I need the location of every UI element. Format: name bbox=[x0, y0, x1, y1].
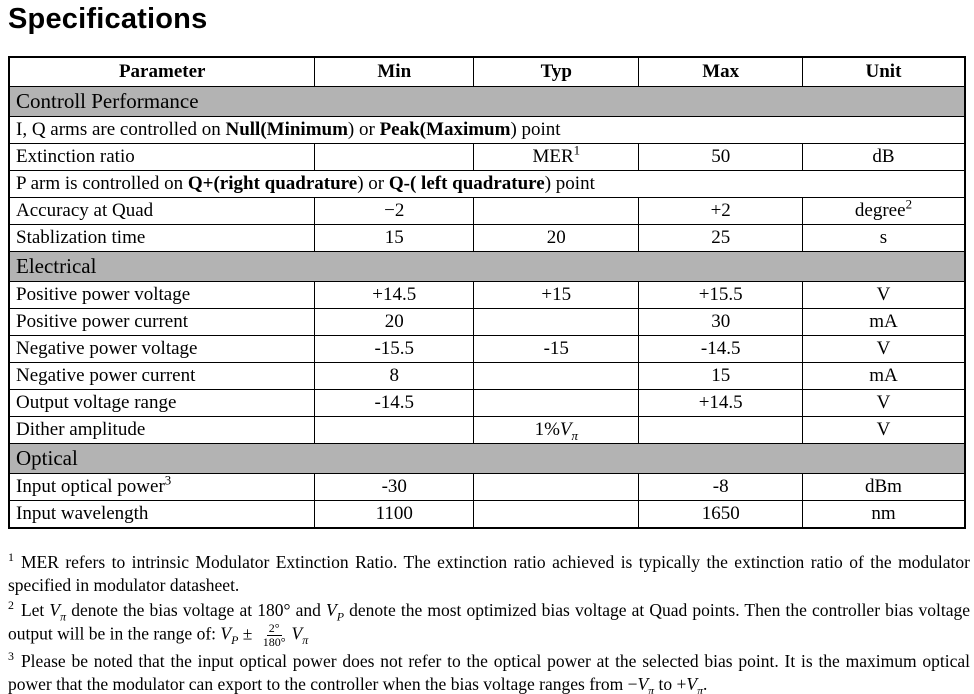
page-title: Specifications bbox=[8, 3, 208, 35]
cell-max: -8 bbox=[639, 474, 802, 501]
cell-parameter: Negative power voltage bbox=[9, 336, 315, 363]
table-row bbox=[9, 225, 965, 252]
cell-typ: 20 bbox=[474, 225, 639, 252]
cell-typ bbox=[474, 309, 639, 336]
cell-typ bbox=[474, 198, 639, 225]
header-cell-max: Max bbox=[639, 57, 802, 87]
cell-typ bbox=[474, 474, 639, 501]
section-row bbox=[9, 252, 965, 282]
cell-min: -15.5 bbox=[315, 336, 474, 363]
cell-max: 1650 bbox=[639, 501, 802, 529]
fullspan-note: P arm is controlled on Q+(right quadrature) or Q-( left quadrature) point bbox=[9, 171, 965, 198]
cell-unit: V bbox=[802, 390, 965, 417]
cell-parameter: Dither amplitude bbox=[9, 417, 315, 444]
cell-max: +14.5 bbox=[639, 390, 802, 417]
section-label: Electrical bbox=[9, 252, 965, 282]
specifications-table bbox=[8, 56, 966, 529]
cell-typ bbox=[474, 363, 639, 390]
cell-unit: nm bbox=[802, 501, 965, 529]
cell-parameter: Positive power voltage bbox=[9, 282, 315, 309]
footnotes bbox=[8, 551, 970, 694]
cell-parameter: Negative power current bbox=[9, 363, 315, 390]
fullspan-note: I, Q arms are controlled on Null(Minimum) or Peak(Maximum) point bbox=[9, 117, 965, 144]
cell-min: +14.5 bbox=[315, 282, 474, 309]
cell-parameter: Input wavelength bbox=[9, 501, 315, 529]
section-row bbox=[9, 87, 965, 117]
cell-max: +2 bbox=[639, 198, 802, 225]
cell-min: -30 bbox=[315, 474, 474, 501]
table-row bbox=[9, 390, 965, 417]
table-row bbox=[9, 144, 965, 171]
cell-parameter: Accuracy at Quad bbox=[9, 198, 315, 225]
footnote-2: $^2$ Let $V_\pi$ denote the bias voltage at 180° and $V_P$ denote the most optimized bias voltage at Quad points. Then the controller bias voltage output will be in the range of: $V_P$ ± $\frac{2^\circ}{180^\circ}$ $V_\pi$ bbox=[8, 597, 970, 649]
cell-min: -14.5 bbox=[315, 390, 474, 417]
table-row bbox=[9, 417, 965, 444]
section-label: Optical bbox=[9, 444, 965, 474]
section-label: Controll Performance bbox=[9, 87, 965, 117]
cell-min: 15 bbox=[315, 225, 474, 252]
cell-typ: -15 bbox=[474, 336, 639, 363]
fullspan-row bbox=[9, 117, 965, 144]
cell-typ: $1\%V_\pi$ bbox=[474, 417, 639, 444]
cell-max: 15 bbox=[639, 363, 802, 390]
table-row bbox=[9, 474, 965, 501]
cell-max bbox=[639, 417, 802, 444]
header-cell-unit: Unit bbox=[802, 57, 965, 87]
cell-min: 20 bbox=[315, 309, 474, 336]
cell-min bbox=[315, 417, 474, 444]
table-row bbox=[9, 501, 965, 529]
footnote-1: $^1$ MER refers to intrinsic Modulator Extinction Ratio. The extinction ratio achieved is typically the extinction ratio of the modulator specified in modulator datasheet. bbox=[8, 550, 970, 596]
cell-unit: degree$^2$ bbox=[802, 198, 965, 225]
header-cell-min: Min bbox=[315, 57, 474, 87]
cell-unit: dBm bbox=[802, 474, 965, 501]
cell-min: 8 bbox=[315, 363, 474, 390]
header-cell-typ: Typ bbox=[474, 57, 639, 87]
cell-parameter: Positive power current bbox=[9, 309, 315, 336]
cell-parameter: Output voltage range bbox=[9, 390, 315, 417]
cell-parameter: Input optical power$^3$ bbox=[9, 474, 315, 501]
cell-max: -14.5 bbox=[639, 336, 802, 363]
cell-max: +15.5 bbox=[639, 282, 802, 309]
cell-max: 25 bbox=[639, 225, 802, 252]
table-row bbox=[9, 363, 965, 390]
footnote-3: $^3$ Please be noted that the input optical power does not refer to the optical power at the selected bias point. It is the maximum optical power that the modulator can export to the controller when the bias voltage ranges from $-V_\pi$ to $+V_\pi$. bbox=[8, 649, 970, 694]
section-row bbox=[9, 444, 965, 474]
cell-min: −2 bbox=[315, 198, 474, 225]
cell-unit: mA bbox=[802, 363, 965, 390]
cell-unit: V bbox=[802, 336, 965, 363]
cell-unit: s bbox=[802, 225, 965, 252]
cell-typ: +15 bbox=[474, 282, 639, 309]
cell-unit: mA bbox=[802, 309, 965, 336]
cell-min bbox=[315, 144, 474, 171]
fullspan-row bbox=[9, 171, 965, 198]
cell-typ bbox=[474, 501, 639, 529]
table-row bbox=[9, 198, 965, 225]
cell-unit: V bbox=[802, 282, 965, 309]
cell-max: 30 bbox=[639, 309, 802, 336]
table-header-row bbox=[9, 57, 965, 87]
cell-typ bbox=[474, 390, 639, 417]
table-row bbox=[9, 336, 965, 363]
cell-min: 1100 bbox=[315, 501, 474, 529]
cell-max: 50 bbox=[639, 144, 802, 171]
table-row bbox=[9, 282, 965, 309]
fraction: $\frac{2^\circ}{180^\circ}$ bbox=[262, 620, 286, 649]
cell-unit: V bbox=[802, 417, 965, 444]
cell-parameter: Stablization time bbox=[9, 225, 315, 252]
header-cell-parameter: Parameter bbox=[9, 57, 315, 87]
cell-unit: dB bbox=[802, 144, 965, 171]
table-row bbox=[9, 309, 965, 336]
cell-typ: MER$^1$ bbox=[474, 144, 639, 171]
cell-parameter: Extinction ratio bbox=[9, 144, 315, 171]
